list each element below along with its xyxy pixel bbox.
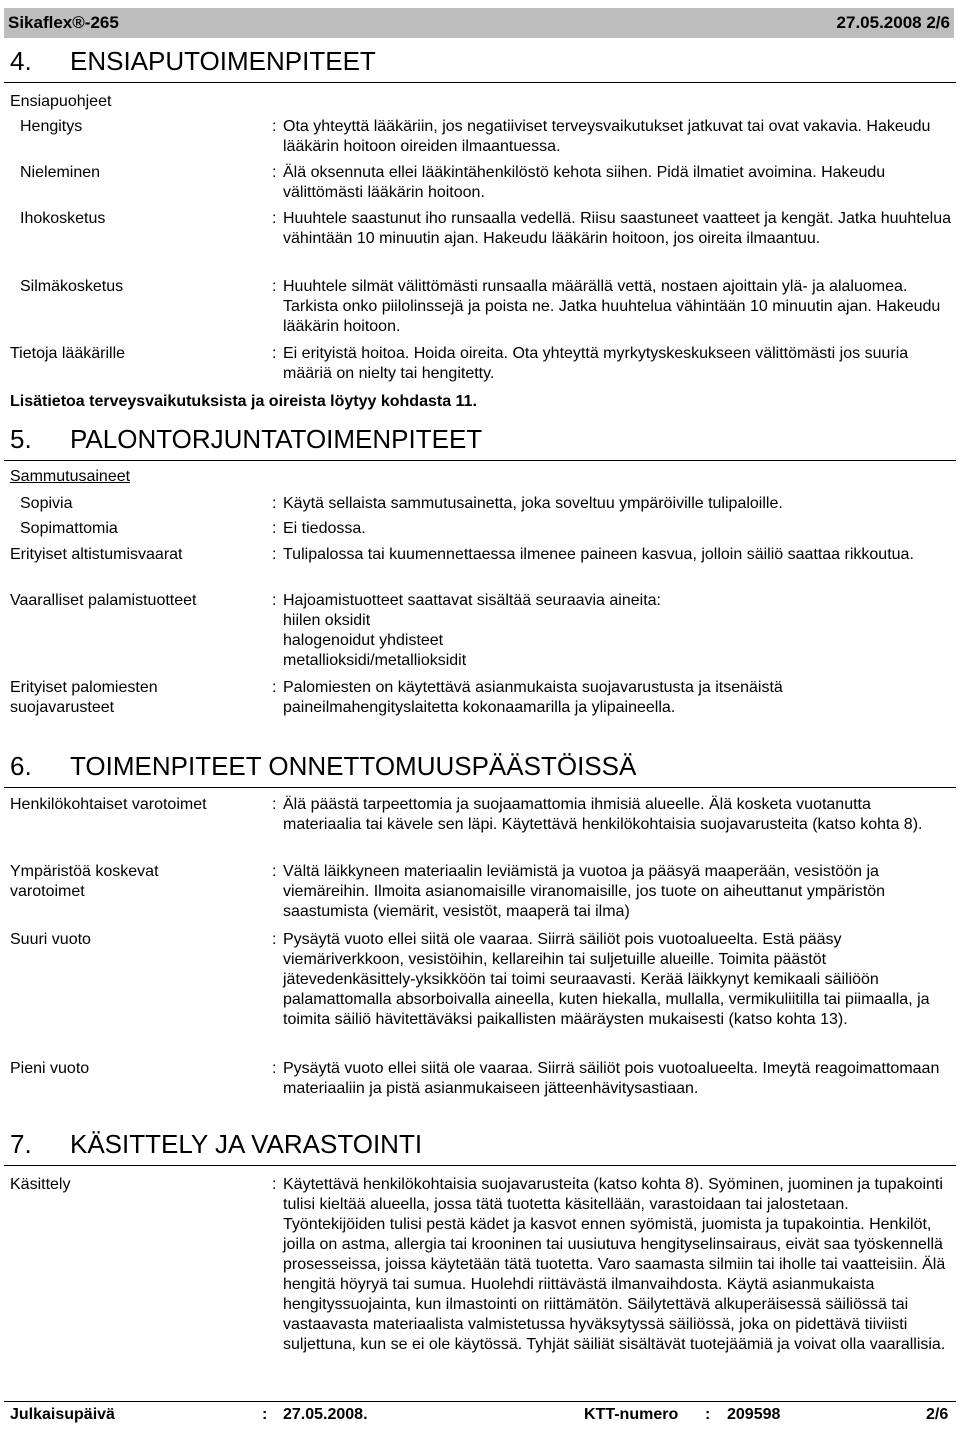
- section-4-heading: [10, 46, 376, 77]
- section-title: KÄSITTELY JA VARASTOINTI: [70, 1129, 423, 1159]
- row-label: Nieleminen: [20, 164, 101, 181]
- footer-colon: :: [262, 1406, 268, 1423]
- product-name: Sikaflex®-265: [8, 13, 119, 32]
- row-label: Sopivia: [20, 495, 73, 512]
- section-5-heading: [10, 424, 482, 455]
- subheading: Sammutusaineet: [10, 468, 131, 485]
- row-colon: :: [272, 118, 277, 135]
- row-label: Sopimattomia: [20, 520, 118, 537]
- row-colon: :: [272, 931, 277, 948]
- row-value: Käytettävä henkilökohtaisia suojavarusteita (katso kohta 8). Syöminen, juominen ja tupakointi tulisi kieltää alueella, jossa tätä tuotetta käsitellään, varastoidaan tai jalostetaan. Työntekijöiden tulisi pestä kädet ja kasvot ennen syömistä, juomista ja tupakointia. Henkilöt, joilla on astma, allergia tai krooninen tai uusiutuva hengityselinsairaus, eivät saa työskennellä prosesseissa, joissa käytetään tätä tuotetta. Varo saamasta silmiin tai iholle tai vaatteisiin. Älä hengitä höyryä tai sumua. Huolehdi riittävästä ilmanvaihdosta. Käytä asianmukaista hengityssuojainta, kun ilmastointi on riittämätön. Säilytettävä alkuperäisessä säiliössä tai vastaavasta materiaalista valmistetussa hyväksytyssä säiliössä, joka on pidettävä tiiviisti suljettuna, kun se ei ole käytössä. Tyhjät säiliät sisältävät tuotejäämiä ja voivat olla vaarallisia.: [283, 1176, 946, 1353]
- footer-colon: :: [705, 1406, 711, 1423]
- section-number: 6.: [10, 751, 32, 781]
- section-number: 4.: [10, 46, 32, 76]
- section-number: 5.: [10, 424, 32, 454]
- row-label: Silmäkosketus: [20, 278, 124, 295]
- row-value: Pysäytä vuoto ellei siitä ole vaaraa. Siirrä säiliöt pois vuotoalueelta. Imeytä reagoimattomaan materiaaliin ja pistä asianmukaiseen jätteenhävitysastiaan.: [283, 1060, 940, 1097]
- row-value: Ota yhteyttä lääkäriin, jos negatiiviset terveysvaikutukset jatkuvat tai ovat vakavia. Hakeudu lääkärin hoitoon oireiden ilmaantuessa.: [283, 118, 931, 155]
- row-value: Ei erityistä hoitoa. Hoida oireita. Ota yhteyttä myrkytyskeskukseen välittömästi jos suuria määriä on nielty tai hengitetty.: [283, 345, 909, 382]
- row-label: Pieni vuoto: [10, 1060, 90, 1077]
- row-value: Hajoamistuotteet saattavat sisältää seuraavia aineita: hiilen oksidit halogenoidut yhdisteet metallioksidi/metallioksidit: [283, 592, 661, 669]
- row-colon: :: [272, 495, 277, 512]
- row-colon: :: [272, 1176, 277, 1193]
- section-divider: [4, 460, 956, 461]
- section-number: 7.: [10, 1129, 32, 1159]
- row-colon: :: [272, 520, 277, 537]
- row-colon: :: [272, 863, 277, 880]
- section-title: TOIMENPITEET ONNETTOMUUSPÄÄSTÖISSÄ: [70, 751, 637, 781]
- row-colon: :: [272, 679, 277, 696]
- row-value: Huuhtele silmät välittömästi runsaalla määrällä vettä, nostaen ajoittain ylä- ja alaluomea. Tarkista onko piilolinssejä ja poista ne. Jatka huuhtelua vähintään 10 minuutin ajan. Hakeudu lääkärin hoitoon.: [283, 278, 941, 335]
- row-label: Hengitys: [20, 118, 83, 135]
- row-colon: :: [272, 1060, 277, 1077]
- section-divider: [4, 82, 956, 83]
- footer-page: 2/6: [926, 1406, 949, 1423]
- section-divider: [4, 787, 956, 788]
- row-label: Henkilökohtaiset varotoimet: [10, 796, 207, 813]
- row-value: Pysäytä vuoto ellei siitä ole vaaraa. Siirrä säiliöt pois vuotoalueelta. Estä pääsy viemäriverkkoon, vesistöihin, kellareihin tai suljetuille alueille. Toimita päästöt jätevedenkäsittely-yksikköön tai toimi seuraavasti. Kerää läikkynyt kemikaali säiliöön palamattomalla absorboivalla aineella, kuten hiekalla, mullalla, vermikuliitilla tai piimaalla, ja toimita säiliö hävitettäväksi paikallisten määräysten mukaisesti (katso kohta 13).: [283, 931, 930, 1028]
- footer-ktt-label: KTT-numero: [584, 1406, 679, 1423]
- row-value: Älä päästä tarpeettomia ja suojaamattomia ihmisiä alueelle. Älä kosketa vuotanutta materiaalia tai kävele sen läpi. Käytettävä henkilökohtaisia suojavarusteita (katso kohta 8).: [283, 796, 923, 833]
- row-colon: :: [272, 546, 277, 563]
- row-value: Huuhtele saastunut iho runsaalla vedellä. Riisu saastuneet vaatteet ja kengät. Jatka huuhtelua vähintään 10 minuutin ajan. Hakeudu lääkärin hoitoon, jos oireita ilmaantuu.: [283, 210, 951, 247]
- footer-ktt-number: 209598: [727, 1406, 781, 1423]
- row-colon: :: [272, 592, 277, 609]
- section-title: ENSIAPUTOIMENPITEET: [70, 46, 376, 76]
- row-value: Älä oksennuta ellei lääkintähenkilöstö kehota siihen. Pidä ilmatiet avoimina. Hakeudu välittömästi lääkärin hoitoon.: [283, 164, 886, 201]
- row-label: Käsittely: [10, 1176, 71, 1193]
- row-value: Vältä läikkyneen materiaalin leviämistä ja vuotoa ja pääsyä maaperään, vesistöön ja viemäreihin. Ilmoita asianomaisille viranomaisille, jos tuote on aiheuttanut ympäristön saastumista (viemärit, vesistöt, maaperä tai ilma): [283, 863, 886, 920]
- row-label: Ihokosketus: [20, 210, 106, 227]
- subheading: Ensiapuohjeet: [10, 93, 112, 110]
- page-header: [4, 8, 954, 38]
- row-value: Käytä sellaista sammutusainetta, joka soveltuu ympäröiville tulipaloille.: [283, 495, 783, 512]
- row-colon: :: [272, 345, 277, 362]
- row-value: Tulipalossa tai kuumennettaessa ilmenee paineen kasvua, jolloin säiliö saattaa rikkoutua.: [283, 546, 914, 563]
- section-title: PALONTORJUNTATOIMENPITEET: [70, 424, 483, 454]
- section-divider: [4, 1165, 956, 1166]
- row-colon: :: [272, 796, 277, 813]
- row-label: Tietoja lääkärille: [10, 345, 126, 362]
- section-6-heading: [10, 751, 636, 782]
- row-label: Suuri vuoto: [10, 931, 91, 948]
- footer-date-label: Julkaisupäivä: [10, 1406, 115, 1423]
- row-colon: :: [272, 164, 277, 181]
- footer-divider: [4, 1401, 956, 1402]
- header-date-page: 27.05.2008 2/6: [836, 13, 950, 32]
- row-label: Erityiset altistumisvaarat: [10, 546, 183, 563]
- section-7-heading: [10, 1129, 422, 1160]
- footer-date: 27.05.2008.: [283, 1406, 368, 1423]
- row-colon: :: [272, 210, 277, 227]
- row-label: Ympäristöä koskevat varotoimet: [10, 863, 159, 900]
- row-value: Ei tiedossa.: [283, 520, 366, 537]
- row-colon: :: [272, 278, 277, 295]
- section-note: Lisätietoa terveysvaikutuksista ja oireista löytyy kohdasta 11.: [10, 393, 477, 410]
- row-label: Erityiset palomiesten suojavarusteet: [10, 679, 158, 716]
- row-value: Palomiesten on käytettävä asianmukaista suojavarustusta ja itsenäistä paineilmahengityslaitetta kokonaamarilla ja ylipaineella.: [283, 679, 783, 716]
- row-label: Vaaralliset palamistuotteet: [10, 592, 197, 609]
